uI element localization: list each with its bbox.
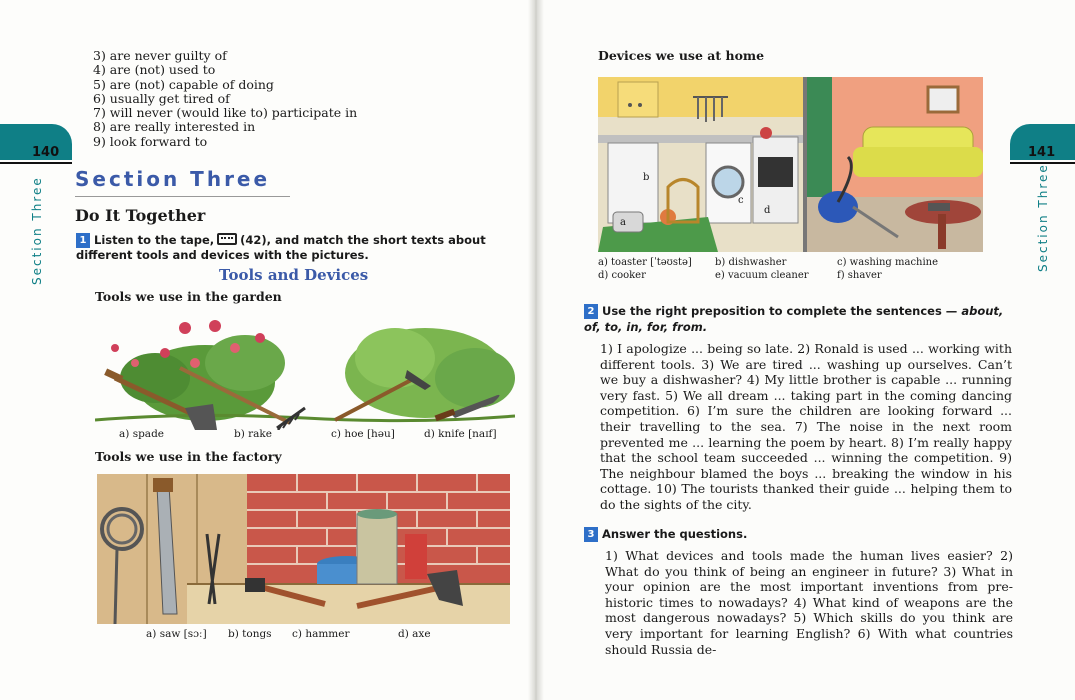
factory-caption: a) saw [sɔː] <box>146 628 207 640</box>
list-item: 7) will never (would like to) participate in <box>93 105 358 121</box>
book-spine <box>528 0 544 700</box>
exercise-2-text: 1) I apologize ... being so late. 2) Ronald is used ... working with different tools. 3) We are tired ... washing up ourselves. Can’t we buy a dishwasher? 4) My little brother is capable ... running very fast. 5) We all dream ... taking part in the coming dancing competition. 6) I’m sure the children are looking forward ... their travelling to the sea. 7) The noise in the next room prevented me ... learning the poem by heart. 8) I’m really happy that the school team succeeded ... winning the competition. 9) The neighbour blamed the boys ... breaking the window in his cottage. 10) The tourists thanked their guide ... helping them to do the sights of the city. <box>600 341 1012 512</box>
list-item: 9) look forward to <box>93 133 208 149</box>
list-item: 3) are never guilty of <box>93 48 227 63</box>
factory-tools-image <box>97 474 510 624</box>
exercise-3-text: 1) What devices and tools made the human lives easier? 2) What do you think of being an engineer in future? 3) What in your opinion are the most important inventions from pre-historic times to nowadays? 4) What kind of weapons are the most dangerous nowadays? 5) Which skills do you think are very important for learning English? 6) With what countries should Russia de- <box>605 548 1013 657</box>
factory-caption: d) axe <box>398 628 431 640</box>
instruction-text: (42), and match the short texts about different tools and devices with the pictures. <box>76 233 486 262</box>
list-item: 6) usually get tired of <box>93 90 230 106</box>
exercise-3-instruction <box>584 527 747 542</box>
factory-tools-illustration <box>97 474 510 624</box>
garden-tools-illustration <box>95 308 515 430</box>
garden-caption: a) spade <box>119 428 164 440</box>
factory-heading: Tools we use in the factory <box>95 449 282 464</box>
kitchen-letter: a <box>620 217 626 228</box>
exercise-2-instruction <box>584 303 1019 335</box>
home-devices-illustration <box>598 77 983 252</box>
instruction-text: Listen to the tape, <box>94 233 215 247</box>
cassette-icon <box>217 233 237 245</box>
section-title: Section Three <box>75 167 271 191</box>
page-number: 140 <box>32 145 60 160</box>
garden-caption: c) hoe [həu] <box>331 428 395 440</box>
list-item: 5) are (not) capable of doing <box>93 76 274 92</box>
exercise-number: 1 <box>76 233 90 248</box>
preposition-list: about, of, to, in, for, from. <box>584 304 1004 334</box>
device-caption: b) dishwasher <box>715 257 787 268</box>
garden-tools-image <box>95 308 515 430</box>
tools-title: Tools and Devices <box>219 266 369 284</box>
device-caption: a) toaster [ˈtəʊstə] <box>598 257 692 268</box>
garden-caption: b) rake <box>234 428 273 440</box>
device-caption: d) cooker <box>598 270 646 281</box>
device-caption: e) vacuum cleaner <box>715 270 809 281</box>
list-item: 4) are (not) used to <box>93 62 216 78</box>
page-number-rule <box>0 162 72 164</box>
section-rule <box>75 196 290 197</box>
factory-caption: c) hammer <box>292 628 350 640</box>
devices-heading: Devices we use at home <box>598 48 765 63</box>
home-devices-image <box>598 77 983 252</box>
exercise-number: 3 <box>584 527 598 542</box>
page-number: 141 <box>1028 145 1056 160</box>
kitchen-letter: b <box>643 172 650 183</box>
list-item: 8) are really interested in <box>93 119 256 135</box>
continued-list <box>93 49 357 149</box>
garden-caption: d) knife [naɪf] <box>424 428 497 440</box>
kitchen-letter: c <box>738 195 744 206</box>
device-caption: c) washing machine <box>837 257 939 268</box>
device-caption: f) shaver <box>837 270 882 281</box>
heading: Do It Together <box>75 206 206 225</box>
left-page <box>0 0 535 700</box>
garden-heading: Tools we use in the garden <box>95 289 282 304</box>
exercise-number: 2 <box>584 304 598 319</box>
side-section-label: Section Three <box>30 176 44 285</box>
exercise-1-instruction <box>76 233 516 262</box>
instruction-text: Use the right preposition to complete the sentences — <box>602 304 958 318</box>
instruction-text: Answer the questions. <box>602 527 748 541</box>
kitchen-letter: d <box>764 205 771 216</box>
factory-caption: b) tongs <box>228 628 272 640</box>
side-section-label: Section Three <box>1036 163 1050 272</box>
